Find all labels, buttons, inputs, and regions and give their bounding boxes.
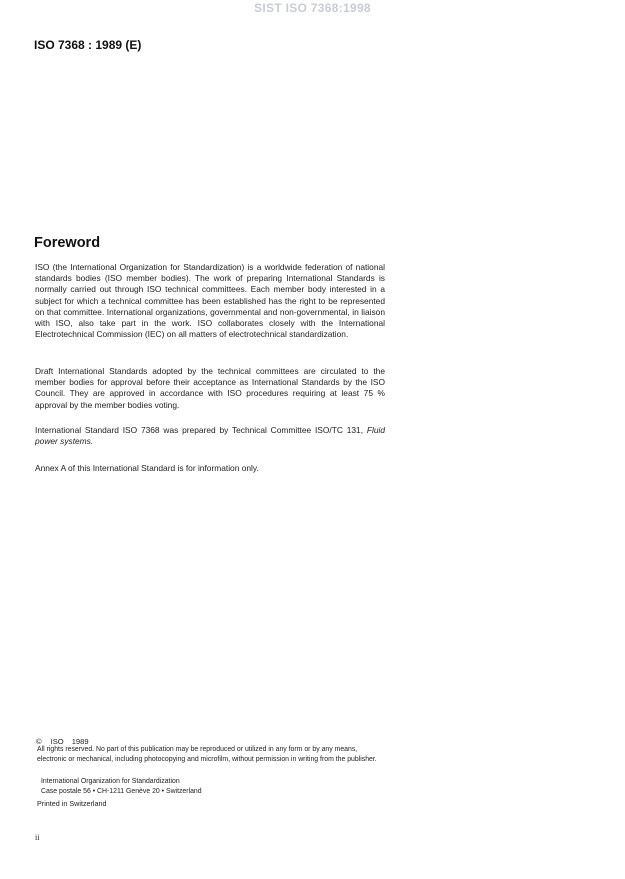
rights-notice: All rights reserved. No part of this publication may be reproduced or utilized in any form or by any means, electronic or mechanical, including photocopying and microfilm, without permission in writing from the publisher. bbox=[37, 746, 377, 763]
committee-title: Fluid power systems. bbox=[35, 425, 386, 447]
publisher-address bbox=[41, 777, 202, 797]
printed-in: Printed in Switzerland bbox=[37, 799, 107, 808]
foreword-paragraph-4: Annex A of this International Standard is for information only. bbox=[35, 463, 259, 473]
publisher-name: International Organization for Standardization bbox=[41, 778, 180, 785]
watermark: SIST ISO 7368:1998 bbox=[254, 1, 371, 15]
foreword-paragraph-3-text: International Standard ISO 7368 was prepared by Technical Committee ISO/TC 131, bbox=[35, 425, 364, 435]
publisher-postal: Case postale 56 • CH-1211 Genève 20 • Switzerland bbox=[41, 788, 202, 795]
foreword-paragraph-1: ISO (the International Organization for Standardization) is a worldwide federation of national standards bodies (ISO member bodies). The work of preparing International Standards is normally carried out through ISO technical committees. Each member body interested in a subject for which a technical committee has been established has the right to be represented on that committee. International organizations, governmental and non-governmental, in liaison with ISO, also take part in the work. ISO collaborates closely with the International Electrotechnical Commission (IEC) on all matters of electrotechnical standardization. bbox=[35, 262, 385, 340]
page-number: ii bbox=[35, 833, 40, 842]
copyright-year: 1989 bbox=[71, 737, 89, 746]
foreword-paragraph-2: Draft International Standards adopted by the technical committees are circulated to the member bodies for approval before their acceptance as International Standards by the ISO Council. They are approved in accordance with ISO procedures requiring at least 75 % approval by the member bodies voting. bbox=[35, 366, 385, 410]
copyright-symbol: © bbox=[36, 737, 42, 746]
document-identifier: ISO 7368 : 1989 (E) bbox=[34, 38, 142, 52]
section-heading: Foreword bbox=[34, 235, 101, 251]
foreword-paragraph-3 bbox=[35, 425, 385, 447]
copyright-org: ISO bbox=[50, 737, 64, 746]
